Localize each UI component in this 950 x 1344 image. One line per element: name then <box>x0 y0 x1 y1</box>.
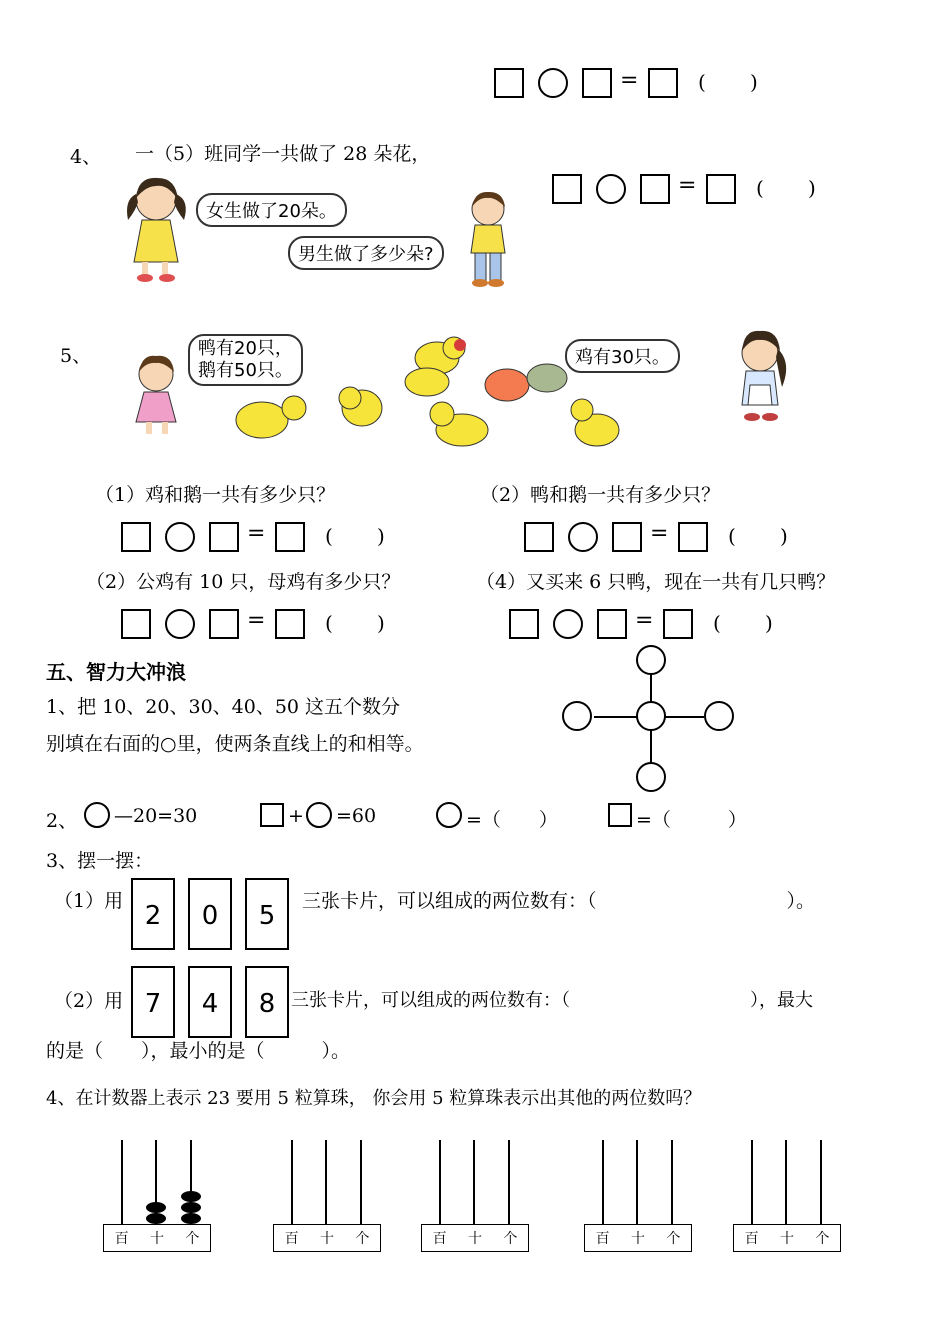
answer-box[interactable] <box>494 68 524 98</box>
paren-open: ( <box>698 70 706 94</box>
p1-line1: 1、把 10、20、30、40、50 这五个数分 <box>46 696 401 718</box>
abacus-rod <box>751 1140 753 1224</box>
number-card[interactable]: 2 <box>131 878 175 950</box>
p1-line2: 别填在右面的○里，使两条直线上的和相等。 <box>46 733 424 755</box>
abacus-bead <box>181 1191 201 1202</box>
answer-box[interactable] <box>706 174 736 204</box>
p2-equation-a: —20=30 <box>114 805 198 827</box>
label-tens: 十 <box>779 1231 794 1247</box>
p2-answer-square: =（ ） <box>636 809 747 831</box>
q5-sub4: （4）又买来 6 只鸭，现在一共有几只鸭？ <box>476 571 836 593</box>
q4-text: 一（5）班同学一共做了 28 朵花， <box>135 143 431 165</box>
label-ones: 个 <box>666 1231 681 1247</box>
q5-number: 5、 <box>60 345 92 367</box>
p2-answer-circle: =（ ） <box>466 809 558 831</box>
p2-equation-c: =60 <box>336 805 377 827</box>
paren-open: ( <box>325 611 333 635</box>
bubble-line-goose: 鹅有50只。 <box>198 360 293 381</box>
paren-close: ) <box>750 70 758 94</box>
abacus-bead <box>146 1202 166 1213</box>
abacus-rod <box>325 1140 327 1224</box>
operator-circle[interactable] <box>538 68 568 98</box>
p4-text: 4、在计数器上表示 23 要用 5 粒算珠， 你会用 5 粒算珠表示出其他的两位数吗？ <box>46 1088 702 1109</box>
paren-close: ) <box>765 611 773 635</box>
girl-illustration <box>122 350 194 440</box>
birds-illustration <box>222 330 622 450</box>
label-tens: 十 <box>149 1231 164 1247</box>
answer-box[interactable] <box>678 522 708 552</box>
q4-number: 4、 <box>70 146 102 168</box>
answer-box[interactable] <box>612 522 642 552</box>
answer-box[interactable] <box>121 609 151 639</box>
section-title: 五、智力大冲浪 <box>46 660 186 684</box>
number-card[interactable]: 4 <box>188 966 232 1038</box>
operator-circle[interactable] <box>553 609 583 639</box>
abacus-rod <box>636 1140 638 1224</box>
circle-top[interactable] <box>636 645 666 675</box>
abacus-rod <box>291 1140 293 1224</box>
label-tens: 十 <box>319 1231 334 1247</box>
p3-title: 3、摆一摆： <box>46 850 154 872</box>
speech-bubble-boy: 男生做了多少朵? <box>288 236 444 270</box>
number-card[interactable]: 7 <box>131 966 175 1038</box>
equals-sign: = <box>650 521 669 546</box>
abacus-rod <box>121 1140 123 1224</box>
operator-circle[interactable] <box>568 522 598 552</box>
abacus-rod <box>360 1140 362 1224</box>
p2-number: 2、 <box>46 810 78 832</box>
answer-box[interactable] <box>509 609 539 639</box>
bubble-line-duck: 鸭有20只， <box>198 338 293 359</box>
abacus-bead <box>181 1202 201 1213</box>
abacus-bead <box>146 1213 166 1224</box>
circle-symbol[interactable] <box>306 802 332 828</box>
label-ones: 个 <box>355 1231 370 1247</box>
abacus-base <box>273 1224 381 1252</box>
q5-sub3: （2）公鸡有 10 只，母鸡有多少只？ <box>86 571 401 593</box>
abacus-rod <box>508 1140 510 1224</box>
speech-bubble-girl: 女生做了20朵。 <box>196 193 347 227</box>
label-ones: 个 <box>815 1231 830 1247</box>
paren-close: ) <box>377 524 385 548</box>
answer-box[interactable] <box>640 174 670 204</box>
label-ones: 个 <box>185 1231 200 1247</box>
label-hundreds: 百 <box>284 1231 299 1247</box>
paren-open: ( <box>713 611 721 635</box>
abacus-rod <box>473 1140 475 1224</box>
answer-box[interactable] <box>275 522 305 552</box>
label-hundreds: 百 <box>744 1231 759 1247</box>
label-tens: 十 <box>467 1231 482 1247</box>
abacus-blank[interactable] <box>584 1140 692 1252</box>
q5-sub1: （1）鸡和鹅一共有多少只？ <box>95 484 336 506</box>
abacus-base <box>584 1224 692 1252</box>
answer-box[interactable] <box>275 609 305 639</box>
abacus-example <box>103 1140 211 1252</box>
abacus-blank[interactable] <box>421 1140 529 1252</box>
abacus-bead <box>181 1213 201 1224</box>
circle-right[interactable] <box>704 701 734 731</box>
p3-2-lead: （2）用 <box>54 990 124 1012</box>
circle-bottom[interactable] <box>636 762 666 792</box>
number-card[interactable]: 5 <box>245 878 289 950</box>
equals-sign: = <box>620 68 639 93</box>
label-hundreds: 百 <box>114 1231 129 1247</box>
p2-plus: + <box>288 805 304 827</box>
abacus-rod <box>785 1140 787 1224</box>
label-hundreds: 百 <box>595 1231 610 1247</box>
answer-box[interactable] <box>209 609 239 639</box>
square-symbol[interactable] <box>260 803 284 827</box>
paren-close: ) <box>377 611 385 635</box>
abacus-base <box>421 1224 529 1252</box>
abacus-blank[interactable] <box>273 1140 381 1252</box>
answer-box[interactable] <box>663 609 693 639</box>
circle-left[interactable] <box>562 701 592 731</box>
circle-center[interactable] <box>636 701 666 731</box>
paren-open: ( <box>756 176 764 200</box>
boy-illustration <box>455 185 525 290</box>
p3-2-line2: 的是（ ），最小的是（ ）。 <box>46 1040 351 1062</box>
answer-box[interactable] <box>121 522 151 552</box>
p3-2-text: 三张卡片，可以组成的两位数有：（ ），最大 <box>291 990 813 1011</box>
label-hundreds: 百 <box>432 1231 447 1247</box>
abacus-rod <box>439 1140 441 1224</box>
label-ones: 个 <box>503 1231 518 1247</box>
equals-sign: = <box>247 608 266 633</box>
abacus-rod <box>820 1140 822 1224</box>
abacus-base <box>103 1224 211 1252</box>
abacus-rod <box>602 1140 604 1224</box>
answer-box[interactable] <box>648 68 678 98</box>
paren-close: ) <box>808 176 816 200</box>
answer-box[interactable] <box>582 68 612 98</box>
q5-sub2: （2）鸭和鹅一共有多少只？ <box>480 484 721 506</box>
number-card[interactable]: 8 <box>245 966 289 1038</box>
equals-sign: = <box>635 608 654 633</box>
paren-open: ( <box>325 524 333 548</box>
label-tens: 十 <box>630 1231 645 1247</box>
answer-box[interactable] <box>209 522 239 552</box>
operator-circle[interactable] <box>165 522 195 552</box>
equals-sign: = <box>247 521 266 546</box>
answer-box[interactable] <box>552 174 582 204</box>
square-symbol[interactable] <box>608 803 632 827</box>
answer-box[interactable] <box>597 609 627 639</box>
girl-illustration-right <box>720 325 800 430</box>
circle-symbol[interactable] <box>436 802 462 828</box>
p3-1-lead: （1）用 <box>54 890 124 912</box>
paren-close: ) <box>780 524 788 548</box>
abacus-blank[interactable] <box>733 1140 841 1252</box>
operator-circle[interactable] <box>596 174 626 204</box>
abacus-base <box>733 1224 841 1252</box>
paren-open: ( <box>728 524 736 548</box>
abacus-rod <box>671 1140 673 1224</box>
number-card[interactable]: 0 <box>188 878 232 950</box>
speech-bubble-boy-q5: 鸡有30只。 <box>565 339 680 373</box>
operator-circle[interactable] <box>165 609 195 639</box>
girl-illustration <box>118 170 198 285</box>
p3-1-text: 三张卡片，可以组成的两位数有：（ ）。 <box>302 890 816 912</box>
equals-sign: = <box>678 173 697 198</box>
answer-box[interactable] <box>524 522 554 552</box>
circle-symbol[interactable] <box>84 802 110 828</box>
